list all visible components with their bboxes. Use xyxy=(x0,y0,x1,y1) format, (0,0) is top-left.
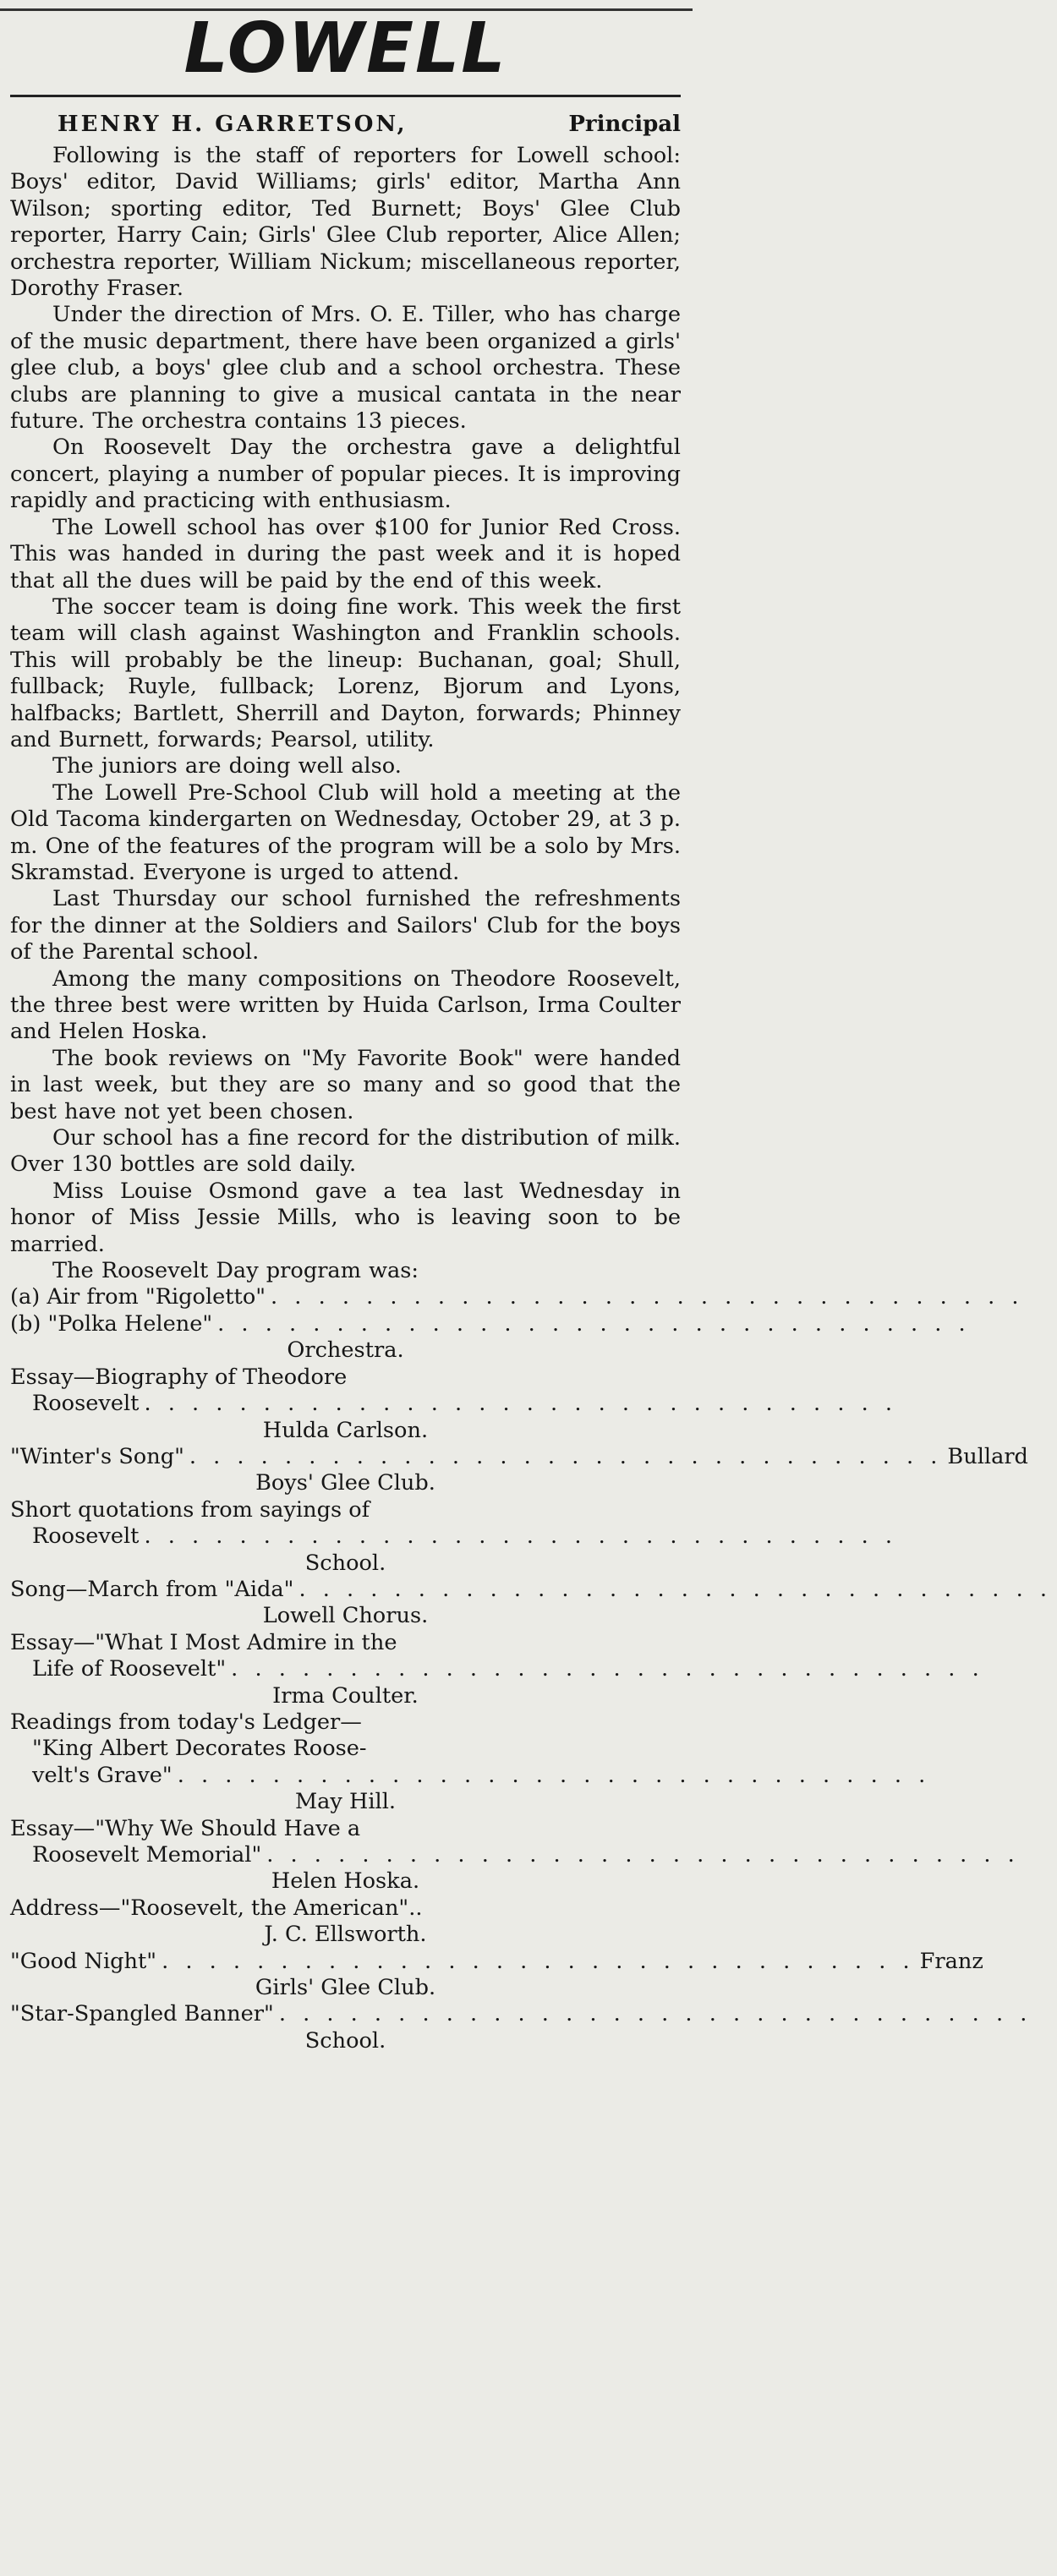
paragraph: Under the direction of Mrs. O. E. Tiller, who has charge of the music department, there have been organized a girls' glee club, a boys' glee club and a school orchestra. These clubs are planning to give a musical cantata in the near future. The orchestra contains 13 pieces. xyxy=(10,302,681,435)
program-performer: J. C. Ellsworth. xyxy=(264,1922,427,1948)
program-intro: The Roosevelt Day program was: xyxy=(52,1258,419,1284)
program-item-cont xyxy=(10,1842,1020,1868)
dot-leader: . . . . . . . . . . . . . . . . . . . . . . . . . . . . . . . . xyxy=(271,1284,1024,1310)
byline xyxy=(10,111,681,139)
program-item-title: Essay—"What I Most Admire in the xyxy=(10,1629,397,1655)
program-item-composer: Franz xyxy=(919,1948,983,1974)
program-item xyxy=(10,1497,681,1523)
paragraph: The book reviews on "My Favorite Book" were handed in last week, but they are so many and so good that the best have not yet been chosen. xyxy=(10,1045,681,1124)
program-item-title: "Winter's Song" xyxy=(10,1443,184,1469)
paragraph: Miss Louise Osmond gave a tea last Wednesday in honor of Miss Jessie Mills, who is leaving soon to be married. xyxy=(10,1178,681,1257)
dot-leader: . . . . . . . . . . . . . . . . . . . . . . . . . . . . . . . . xyxy=(189,1443,943,1469)
program-item xyxy=(10,1284,1024,1310)
dot-leader: . . . . . . . . . . . . . . . . . . . . . . . . . . . . . . . . xyxy=(298,1576,1052,1602)
program-performer: May Hill. xyxy=(294,1789,397,1815)
headline: LOWELL xyxy=(183,8,507,89)
dot-leader: . . . . . . . . . . . . . . . . . . . . . . . . . . . . . . . . xyxy=(266,1842,1020,1868)
paragraph: Our school has a fine record for the distribution of milk. Over 130 bottles are sold daily. xyxy=(10,1125,681,1178)
paragraph: The juniors are doing well also. xyxy=(52,753,402,779)
program-item xyxy=(10,1576,1052,1603)
paragraph: Among the many compositions on Theodore Roosevelt, the three best were written by Huida Carlson, Irma Coulter and Helen Hoska. xyxy=(10,965,681,1045)
program-list xyxy=(10,1258,1052,2054)
program-item xyxy=(10,2001,1032,2027)
program-item-title: Roosevelt xyxy=(32,1391,140,1417)
program-item-title: "Good Night" xyxy=(10,1948,157,1974)
paragraph: Following is the staff of reporters for Lowell school: Boys' editor, David Williams; girls' editor, Martha Ann Wilson; sporting editor, Ted Burnett; Boys' Glee Club reporter, Harry Cain; Girls' Glee Club reporter, Alice Allen; orchestra reporter, William Nickum; miscellaneous reporter, Dorothy Fraser. xyxy=(10,143,681,302)
program-item-title: (a) Air from "Rigoletto" xyxy=(10,1284,266,1310)
program-item-composer: Bullard xyxy=(947,1443,1028,1469)
program-performer: School. xyxy=(304,2027,386,2054)
top-rule xyxy=(0,8,693,11)
dot-leader: . . . . . . . . . . . . . . . . . . . . . . . . . . . . . . . . xyxy=(217,1310,971,1337)
program-performer: Orchestra. xyxy=(287,1337,404,1364)
program-item-title: Roosevelt xyxy=(32,1523,140,1550)
program-performer: Helen Hoska. xyxy=(271,1868,420,1895)
byline-title: Principal xyxy=(568,112,681,137)
program-item-cont xyxy=(10,1391,897,1417)
program-item: Address—"Roosevelt, the American".. xyxy=(10,1895,423,1921)
program-item-title: "Star-Spangled Banner" xyxy=(10,2001,274,2027)
program-performer: Irma Coulter. xyxy=(272,1682,419,1709)
paragraph: On Roosevelt Day the orchestra gave a delightful concert, playing a number of popular pieces. It is improving rapidly and practicing with enthusiasm. xyxy=(10,435,681,514)
program-item-title: Roosevelt Memorial" xyxy=(32,1842,262,1868)
program-performer: School. xyxy=(304,1550,386,1576)
dot-leader: . . . . . . . . . . . . . . . . . . . . . . . . . . . . . . . . xyxy=(162,1948,915,1974)
headline-rule xyxy=(10,95,681,97)
byline-name: HENRY H. GARRETSON, xyxy=(58,112,408,137)
paragraph: The Lowell Pre-School Club will hold a meeting at the Old Tacoma kindergarten on Wednesday, October 29, at 3 p. m. One of the features of the program will be a solo by Mrs. Skramstad. Everyone is urged to attend. xyxy=(10,779,681,885)
program-item-title: Essay—Biography of Theodore xyxy=(10,1364,348,1390)
paragraph: Last Thursday our school furnished the refreshments for the dinner at the Soldiers and Sailors' Club for the boys of the Parental school. xyxy=(10,886,681,965)
program-item-title: (b) "Polka Helene" xyxy=(10,1310,213,1337)
program-item-cont xyxy=(10,1523,897,1550)
program-item-title: Short quotations from sayings of xyxy=(10,1496,370,1523)
paragraph: The soccer team is doing fine work. This week the first team will clash against Washington and Franklin schools. This will probably be the lineup: Buchanan, goal; Shull, fullback; Ruyle, fullback; Lorenz, Bjorum and Lyons, halfbacks; Bartlett, Sherrill and Dayton, forwards; Phinney and Burnett, forwards; Pearsol, utility. xyxy=(10,593,681,752)
program-item xyxy=(10,1630,681,1656)
program-item-title: Essay—"Why We Should Have a xyxy=(10,1815,361,1841)
program-item xyxy=(10,1365,681,1391)
program-item-title: Readings from today's Ledger— xyxy=(10,1709,362,1735)
program-item-cont xyxy=(10,1656,984,1682)
dot-leader: . . . . . . . . . . . . . . . . . . . . . . . . . . . . . . . . xyxy=(144,1523,897,1550)
program-item xyxy=(10,1816,681,1842)
program-item-title: Life of Roosevelt" xyxy=(32,1656,227,1682)
dot-leader: . . . . . . . . . . . . . . . . . . . . . . . . . . . . . . . . xyxy=(278,2001,1032,2027)
article-body xyxy=(10,143,681,1258)
program-performer: Girls' Glee Club. xyxy=(255,1975,436,2001)
program-item-cont xyxy=(10,1762,931,1789)
program-item xyxy=(10,1948,983,1975)
program-performer: Lowell Chorus. xyxy=(262,1603,429,1629)
program-performer: Hulda Carlson. xyxy=(262,1417,429,1443)
program-item xyxy=(10,1709,681,1736)
program-item-title: velt's Grave" xyxy=(32,1762,173,1788)
paragraph: The Lowell school has over $100 for Junior Red Cross. This was handed in during the past week and it is hoped that all the dues will be paid by the end of this week. xyxy=(10,514,681,593)
dot-leader: . . . . . . . . . . . . . . . . . . . . . . . . . . . . . . . . xyxy=(144,1391,897,1417)
program-item xyxy=(10,1310,971,1337)
program-item xyxy=(10,1443,1028,1470)
article-column xyxy=(0,7,1052,2576)
dot-leader: . . . . . . . . . . . . . . . . . . . . . . . . . . . . . . . . xyxy=(177,1762,931,1788)
dot-leader: . . . . . . . . . . . . . . . . . . . . . . . . . . . . . . . . xyxy=(231,1656,984,1682)
program-item-cont: "King Albert Decorates Roose- xyxy=(32,1736,367,1762)
program-performer: Boys' Glee Club. xyxy=(255,1470,435,1496)
program-item-title: Song—March from "Aida" xyxy=(10,1576,294,1602)
